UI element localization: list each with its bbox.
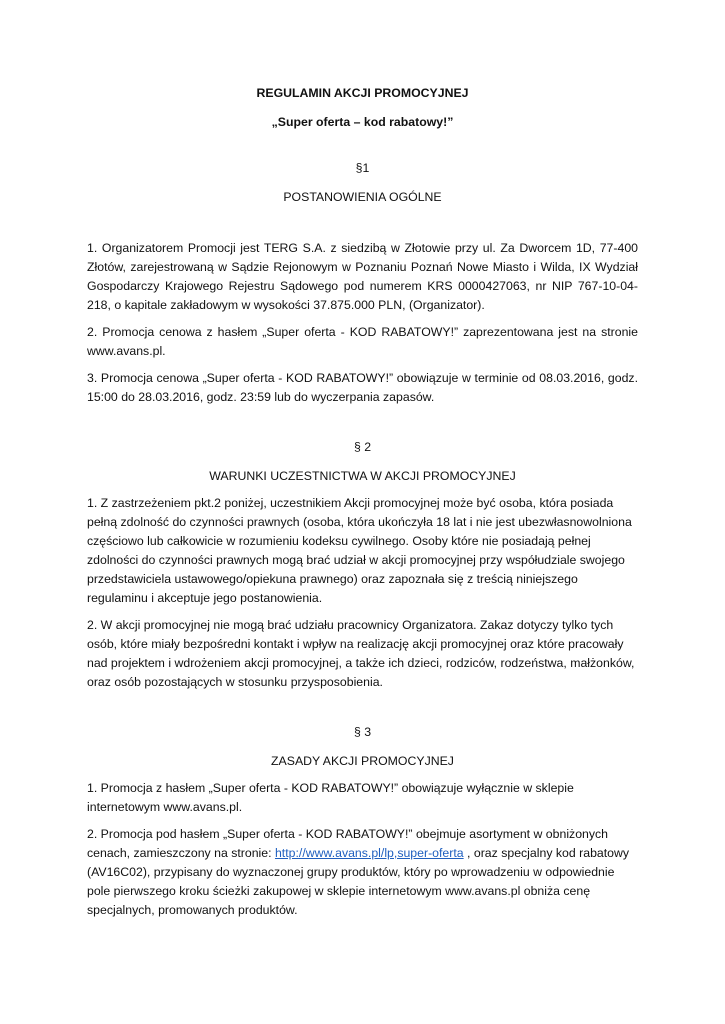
section-3-paragraph-2-text-after-link: , oraz specjalny kod rabatowy (AV16C02), przypisany do wyznaczonej grupy produktów, który po wprowadzeniu w odpowiednie pole pierwszego kroku ścieżki zakupowej w sklepie internetowym www.avans.pl obniża cenę specjalnych, promowanych produktów. — [87, 846, 630, 917]
section-1-paragraph-1: 1. Organizatorem Promocji jest TERG S.A. z siedzibą w Złotowie przy ul. Za Dworcem 1D, 77-400 Złotów, zarejestrowaną w Sądzie Rejonowym w Poznaniu Poznań Nowe Miasto i Wilda, IX Wydział Gospodarczy Krajowego Rejestru Sądowego pod numerem KRS 0000427063, nr NIP 767-10-04-218, o kapitale zakładowym w wysokości 37.875.000 PLN, (Organizator). — [87, 241, 638, 312]
section-1-heading: POSTANOWIENIA OGÓLNE — [283, 190, 442, 204]
super-oferta-link[interactable]: http://www.avans.pl/lp,super-oferta — [274, 846, 464, 860]
section-3-number: § 3 — [353, 725, 372, 739]
section-1-number: §1 — [355, 161, 370, 175]
section-2-heading: WARUNKI UCZESTNICTWA W AKCJI PROMOCYJNEJ — [209, 469, 516, 483]
document-title: REGULAMIN AKCJI PROMOCYJNEJ — [256, 86, 469, 100]
section-3-paragraph-2 — [87, 825, 638, 920]
section-1-paragraph-3: 3. Promocja cenowa „Super oferta - KOD RABATOWY!” obowiązuje w terminie od 08.03.2016, godz. 15:00 do 28.03.2016, godz. 23:59 lub do wyczerpania zapasów. — [87, 371, 638, 404]
section-3-heading: ZASADY AKCJI PROMOCYJNEJ — [271, 754, 454, 768]
section-2-paragraph-2: 2. W akcji promocyjnej nie mogą brać udziału pracownicy Organizatora. Zakaz dotyczy tylko tych osób, które miały bezpośredni kontakt i wpływ na realizację akcji promocyjnej oraz które pracowały nad projektem i wdrożeniem akcji promocyjnej, a także ich dzieci, rodziców, rodzeństwa, małżonków, oraz osób pozostających w stosunku przysposobienia. — [87, 618, 635, 689]
section-3-paragraph-2-text-before-link: 2. Promocja pod hasłem „Super oferta - KOD RABATOWY!” obejmuje asortyment w obniżonych cenach, zamieszczony na stronie: — [87, 827, 609, 860]
section-2-paragraph-1: 1. Z zastrzeżeniem pkt.2 poniżej, uczestnikiem Akcji promocyjnej może być osoba, która posiada pełną zdolność do czynności prawnych (osoba, która ukończyła 18 lat i nie jest ubezwłasnowolniona częściowo lub całkowicie w rozumieniu kodeksu cywilnego. Osoby które nie posiadają pełnej zdolności do czynności prawnych mogą brać udział w akcji promocyjnej przy współudziale swojego przedstawiciela ustawowego/opiekuna prawnego) oraz zapoznała się z treścią niniejszego regulaminu i akceptuje jego postanowienia. — [87, 496, 632, 605]
section-1-paragraph-2: 2. Promocja cenowa z hasłem „Super oferta - KOD RABATOWY!” zaprezentowana jest na stronie www.avans.pl. — [87, 325, 638, 358]
document-page — [87, 84, 638, 920]
section-2-number: § 2 — [353, 440, 372, 454]
section-3-paragraph-1: 1. Promocja z hasłem „Super oferta - KOD RABATOWY!” obowiązuje wyłącznie w sklepie internetowym www.avans.pl. — [87, 781, 574, 814]
document-subtitle: „Super oferta – kod rabatowy!” — [271, 115, 454, 129]
